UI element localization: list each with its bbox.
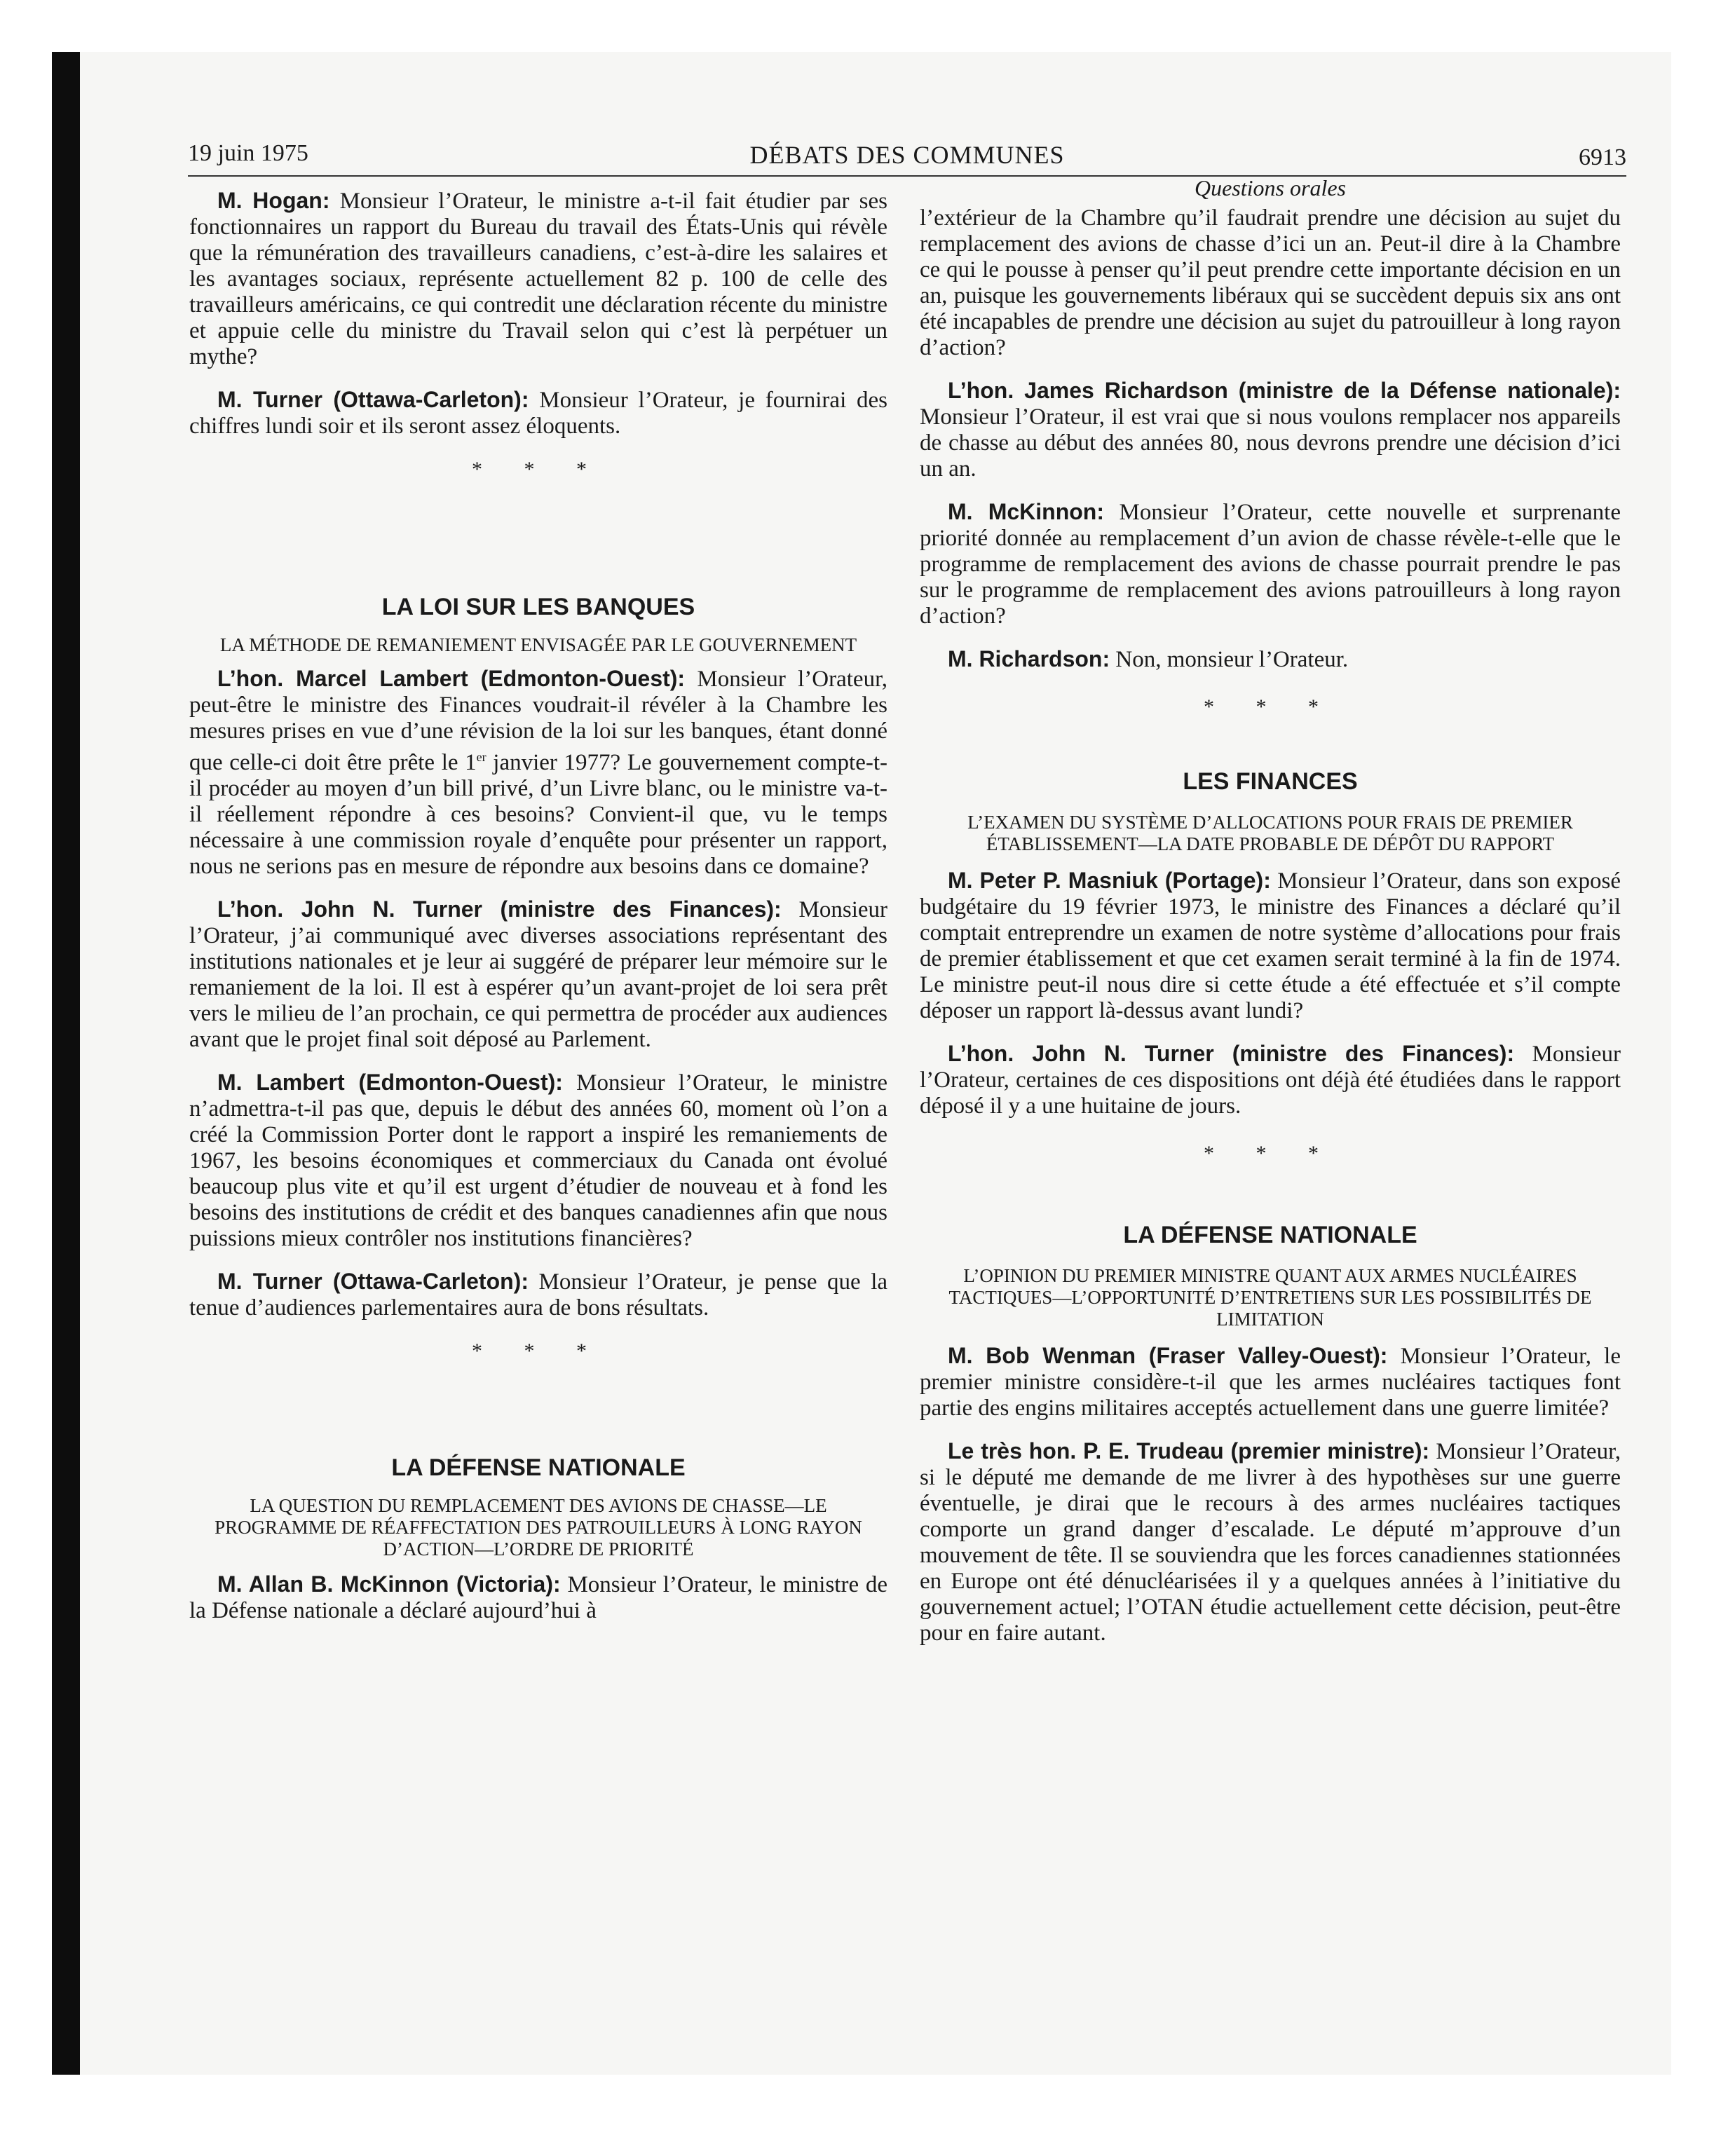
left-column xyxy=(189,188,887,1641)
section-separator: * * * xyxy=(472,458,605,481)
speaker-name: Le très hon. P. E. Trudeau (premier ministre): xyxy=(948,1438,1430,1464)
header-title: DÉBATS DES COMMUNES xyxy=(749,141,1065,169)
speaker-name: M. Allan B. McKinnon (Victoria): xyxy=(217,1571,561,1597)
section-subheading: LA QUESTION DU REMPLACEMENT DES AVIONS DE CHASSE—LE PROGRAMME DE RÉAFFECTATION DES PATROUILLEURS À LONG RAYON D’ACTION—L’ORDRE DE PRIORITÉ xyxy=(215,1495,862,1560)
paragraph xyxy=(189,1269,887,1321)
paragraph-text: Monsieur l’Orateur, certaines de ces dispositions ont déjà été étudiées dans le rapport déposé il y a une huitaine de jours. xyxy=(920,1042,1621,1119)
paragraph xyxy=(189,896,887,1053)
section-separator: * * * xyxy=(1204,695,1337,718)
section-heading: LA DÉFENSE NATIONALE xyxy=(1123,1222,1417,1248)
right-column xyxy=(920,175,1621,1663)
paragraph xyxy=(920,1343,1621,1421)
paragraph xyxy=(920,646,1621,673)
section-heading: LES FINANCES xyxy=(1183,768,1358,795)
section-heading: LA LOI SUR LES BANQUES xyxy=(381,594,695,620)
paragraph xyxy=(189,1571,887,1624)
paragraph xyxy=(920,499,1621,629)
speaker-name: M. Richardson: xyxy=(948,646,1110,671)
paragraph xyxy=(189,1070,887,1252)
speaker-name: M. Hogan: xyxy=(217,188,330,213)
paragraph-text: Monsieur l’Orateur, je pense que la tenue d’audiences parlementaires aura de bons résultats. xyxy=(189,1269,888,1321)
section-label: Questions orales xyxy=(1195,175,1346,200)
section-separator: * * * xyxy=(472,1339,605,1363)
paragraph-text: Monsieur l’Orateur, dans son exposé budgétaire du 19 février 1973, le ministre des Finances a déclaré qu’il comptait entreprendre un examen de notre système d’allocations pour frais de premier établissement et que cet examen serait terminé à la fin de 1974. Le ministre peut-il nous dire si cette étude a été effectuée et s’il compte déposer un rapport là-dessus avant lundi? xyxy=(920,868,1621,1023)
speaker-name: M. Turner (Ottawa-Carleton): xyxy=(217,387,529,412)
paragraph xyxy=(920,378,1621,482)
paragraph-text: Monsieur l’Orateur, cette nouvelle et surprenante priorité donnée au remplacement d’un avion de chasse révèle-t-elle que le programme de remplacement des avions de chasse pourrait prendre le pas sur le programme de remplacement des avions patrouilleurs à long rayon d’action? xyxy=(920,500,1621,629)
speaker-name: L’hon. John N. Turner (ministre des Finances): xyxy=(217,896,782,922)
section-heading: LA DÉFENSE NATIONALE xyxy=(391,1454,686,1481)
paragraph xyxy=(920,1041,1621,1119)
paragraph-text: Monsieur l’Orateur, le premier ministre considère-t-il que les armes nucléaires tactiques font partie des engins militaires acceptés actuellement dans une guerre limitée? xyxy=(920,1344,1621,1421)
speaker-name: M. McKinnon: xyxy=(948,499,1104,524)
scan-border xyxy=(52,52,80,2075)
superscript: er xyxy=(476,750,487,764)
speaker-name: M. Turner (Ottawa-Carleton): xyxy=(217,1269,529,1294)
header-date: 19 juin 1975 xyxy=(188,140,308,166)
paragraph xyxy=(920,205,1621,361)
paragraph-text: Monsieur l’Orateur, il est vrai que si nous voulons remplacer nos appareils de chasse au début des années 80, nous devrons prendre une décision d’ici un an. xyxy=(920,404,1621,482)
speaker-name: M. Bob Wenman (Fraser Valley-Ouest): xyxy=(948,1343,1388,1368)
page-number: 6913 xyxy=(1579,144,1626,170)
speaker-name: L’hon. John N. Turner (ministre des Finances): xyxy=(948,1041,1515,1066)
paragraph xyxy=(189,666,887,880)
paragraph-text: Monsieur l’Orateur, si le député me demande de me livrer à des hypothèses sur une guerre éventuelle, je dirai que le recours à des armes nucléaires tactiques comporte un grand danger d’escalade. Le député m’approuve d’un mouvement de tête. Il se souviendra que les forces canadiennes stationnées en Europe ont été dénucléarisées il y a quelques années à l’initiative du gouvernement actuel; l’OTAN étudie actuellement cette décision, peut-être pour en faire autant. xyxy=(920,1439,1621,1646)
paragraph xyxy=(189,188,887,370)
paragraph-text: Monsieur l’Orateur, le ministre a-t-il fait étudier par ses fonctionnaires un rapport du Bureau du travail des États-Unis qui révèle que la rémunération des travailleurs canadiens, c’est-à-dire les salaires et les avantages sociaux, représente actuellement 82 p. 100 de celle des travailleurs américains, ce qui contredit une déclaration récente du ministre et appuie celle du ministre du Travail selon qui c’est là perpétuer un mythe? xyxy=(189,189,887,369)
paragraph-text: Monsieur l’Orateur, j’ai communiqué avec diverses associations représentant des institutions nationales et je leur ai suggéré de préparer leur mémoire sur le remaniement de la loi. Il est à espérer qu’un avant-projet de loi sera prêt vers le milieu de l’an prochain, ce qui permettra de procéder aux audiences avant que le projet final soit déposé au Parlement. xyxy=(189,897,887,1052)
paragraph xyxy=(920,868,1621,1024)
section-subheading: LA MÉTHODE DE REMANIEMENT ENVISAGÉE PAR LE GOUVERNEMENT xyxy=(219,634,857,655)
speaker-name: M. Lambert (Edmonton-Ouest): xyxy=(217,1070,563,1095)
speaker-name: L’hon. Marcel Lambert (Edmonton-Ouest): xyxy=(217,666,686,691)
running-header xyxy=(188,140,1626,177)
paragraph-text: Non, monsieur l’Orateur. xyxy=(1110,647,1349,672)
section-subheading: L’OPINION DU PREMIER MINISTRE QUANT AUX ARMES NUCLÉAIRES TACTIQUES—L’OPPORTUNITÉ D’ENTRETIENS SUR LES POSSIBILITÉS DE LIMITATION xyxy=(948,1265,1592,1330)
speaker-name: L’hon. James Richardson (ministre de la Défense nationale): xyxy=(948,378,1621,403)
speaker-name: M. Peter P. Masniuk (Portage): xyxy=(948,868,1271,893)
paragraph-text: l’extérieur de la Chambre qu’il faudrait prendre une décision au sujet du remplacement des avions de chasse d’ici un an. Peut-il dire à la Chambre ce qui le pousse à penser qu’il peut prendre cette importante décision en un an, puisque les gouvernements libéraux qui se succèdent depuis six ans ont été incapables de prendre une décision au sujet du patrouilleur à long rayon d’action? xyxy=(920,205,1621,360)
paragraph-text: Monsieur l’Orateur, le ministre de la Défense nationale a déclaré aujourd’hui à xyxy=(189,1572,888,1623)
paragraph-text: Monsieur l’Orateur, le ministre n’admettra-t-il pas que, depuis le début des années 60, moment où l’on a créé la Commission Porter dont le rapport a inspiré les remaniements de 1967, les besoins économiques et commerciaux du Canada ont évolué beaucoup plus vite et qu’il est urgent d’étudier de nouveau et à fond les besoins des institutions de crédit et des banques canadiennes afin que nous puissions mieux contrôler nos institutions financières? xyxy=(189,1070,887,1251)
paragraph-text: janvier 1977? Le gouvernement compte-t-il procéder au moyen d’un bill privé, d’un Livre blanc, ou le ministre va-t-il réellement répondre à ces besoins? Convient-il que, vu le temps nécessaire à une commission royale d’enquête pour présenter un rapport, nous ne serions pas en mesure de répondre aux besoins dans ce domaine? xyxy=(189,750,887,879)
paragraph xyxy=(189,387,887,439)
paragraph xyxy=(920,1438,1621,1646)
paragraph-text: Monsieur l’Orateur, je fournirai des chiffres lundi soir et ils seront assez éloquents. xyxy=(189,388,888,439)
section-separator: * * * xyxy=(1204,1142,1337,1165)
section-subheading: L’EXAMEN DU SYSTÈME D’ALLOCATIONS POUR FRAIS DE PREMIER ÉTABLISSEMENT—LA DATE PROBABLE DE DÉPÔT DU RAPPORT xyxy=(967,812,1573,854)
paragraph-text: Monsieur l’Orateur, peut-être le ministre des Finances voudrait-il révéler à la Chambre les mesures prises en vue d’une révision de la loi sur les banques, étant donné que celle-ci doit être prête le 1 xyxy=(189,667,887,775)
